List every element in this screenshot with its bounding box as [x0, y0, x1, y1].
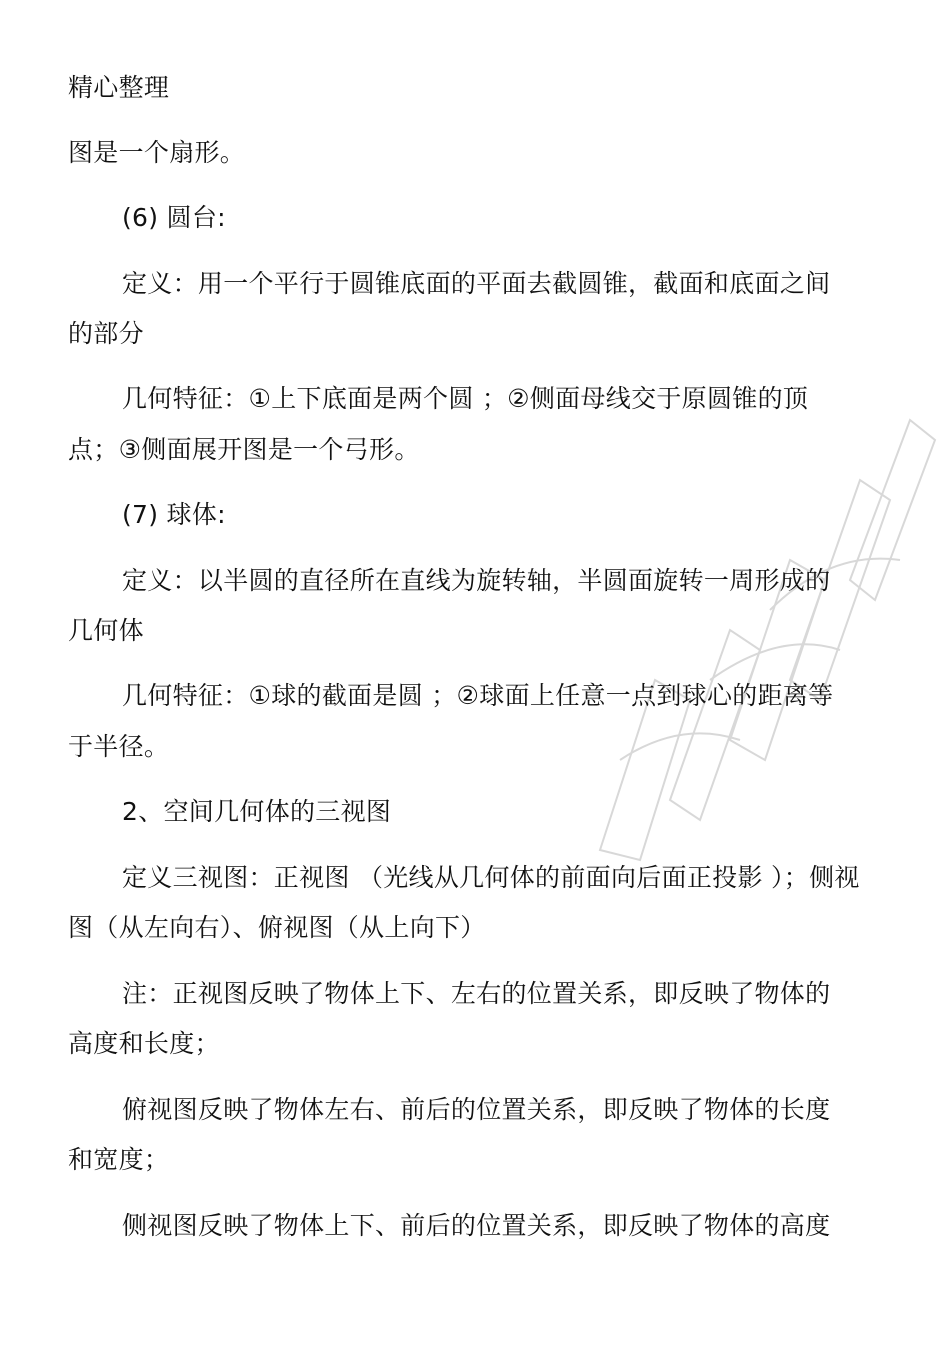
text-line: 注：正视图反映了物体上下、左右的位置关系，即反映了物体的	[122, 979, 831, 1008]
text-line: 几何特征：①球的截面是圆 ；②球面上任意一点到球心的距离等	[122, 681, 834, 710]
text-line: 几何体	[68, 616, 144, 645]
text-line: 图是一个扇形。	[68, 138, 246, 167]
text-line: 点；③侧面展开图是一个弓形。	[68, 435, 420, 464]
text-line: 几何特征：①上下底面是两个圆 ；②侧面母线交于原圆锥的顶	[122, 384, 809, 413]
text-line: 定义：用一个平行于圆锥底面的平面去截圆锥，截面和底面之间	[122, 269, 831, 298]
text-line: 定义：以半圆的直径所在直线为旋转轴，半圆面旋转一周形成的	[122, 566, 831, 595]
section-heading: (7) 球体:	[122, 500, 226, 529]
text-line: 高度和长度；	[68, 1029, 220, 1058]
text-line: 的部分	[68, 319, 144, 348]
text-line: 定义三视图：正视图 （光线从几何体的前面向后面正投影 ）；侧视	[122, 863, 860, 892]
text-line: 侧视图反映了物体上下、前后的位置关系，即反映了物体的高度	[122, 1211, 831, 1240]
text-line: 俯视图反映了物体左右、前后的位置关系，即反映了物体的长度	[122, 1095, 831, 1124]
text-line: 图（从左向右）、俯视图（从上向下）	[68, 913, 486, 942]
page-header: 精心整理	[68, 73, 170, 102]
section-heading: (6) 圆台:	[122, 203, 226, 232]
text-line: 于半径。	[68, 732, 170, 761]
section-heading: 2、空间几何体的三视图	[122, 797, 392, 826]
text-line: 和宽度；	[68, 1145, 170, 1174]
watermark-graphic	[560, 380, 940, 880]
